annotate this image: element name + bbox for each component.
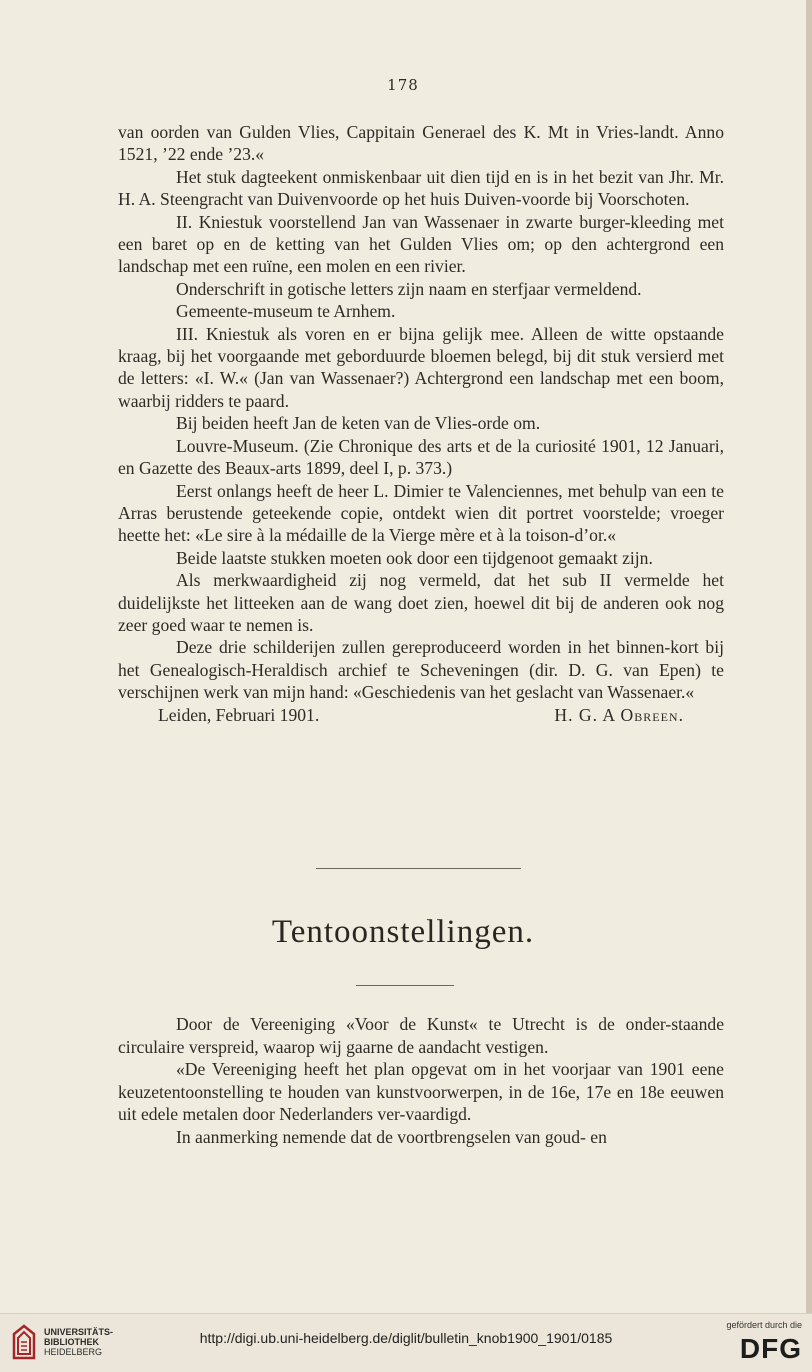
body-text (118, 121, 724, 726)
divider-rule (356, 985, 454, 986)
paragraph: III. Kniestuk als voren en er bijna gelijk mee. Alleen de witte opstaande kraag, bij het voorgaande met geborduurde bloemen belegd, bij dit stuk versierd met de letters: «I. W.« (Jan van Wassenaer?) Achtergrond een landschap met een boom, waarbij ridders te paard. (118, 323, 724, 411)
paragraph: Beide laatste stukken moeten ook door een tijdgenoot gemaakt zijn. (176, 547, 653, 568)
dfg-logo: DFG (739, 1333, 802, 1364)
divider-rule (316, 868, 521, 869)
paragraph: Door de Vereeniging «Voor de Kunst« te Utrecht is de onder-staande circulaire verspreid, waarop wij gaarne de aandacht vestigen. (118, 1014, 724, 1057)
paragraph: Deze drie schilderijen zullen gereproduceerd worden in het binnen-kort bij het Genealogisch-Heraldisch archief te Scheveningen (dir. D. G. van Epen) te verschijnen werk van mijn hand: «Geschiedenis van het geslacht van Wassenaer.« (118, 637, 724, 703)
paragraph: Het stuk dagteekent onmiskenbaar uit dien tijd en is in het bezit van Jhr. Mr. H. A. Steengracht van Duivenvoorde op het huis Duiven-voorde bij Voorschoten. (118, 166, 724, 210)
funding-label: gefördert durch die (726, 1320, 802, 1330)
paragraph: Eerst onlangs heeft de heer L. Dimier te Valenciennes, met behulp van een te Arras berustende geteekende copie, ontdekt wien dit portret voorstelde; vroeger heette het: «Le sire à la médaille de la Vierge mère et à la toison-d’or.« (118, 480, 724, 546)
university-name: UNIVERSITÄTS- BIBLIOTHEK HEIDELBERG (44, 1327, 114, 1357)
paragraph: In aanmerking nemende dat de voortbrengselen van goud- en (176, 1126, 607, 1147)
paragraph: Als merkwaardigheid zij nog vermeld, dat het sub II vermelde het duidelijkste het litteeken aan de wang doet zien, hoewel dit bij de anderen ook nog zeer goed waar te nemen is. (118, 570, 724, 635)
paragraph: Gemeente-museum te Arnhem. (176, 301, 396, 322)
paragraph: Bij beiden heeft Jan de keten van de Vlies-orde om. (176, 413, 541, 434)
paragraph: II. Kniestuk voorstellend Jan van Wassenaer in zwarte burger-kleeding met een baret op en de ketting van het Gulden Vlies om; op den achtergrond een landschap met een ruïne, een molen en een rivier. (118, 211, 724, 277)
paragraph: Onderschrift in gotische letters zijn naam en sterfjaar vermeldend. (176, 278, 642, 299)
page-number: 178 (387, 76, 419, 94)
paragraph: van oorden van Gulden Vlies, Cappitain Generael des K. Mt in Vries-landt. Anno 1521, ’22 ende ’23.« (118, 122, 724, 165)
signature-author: H. G. A Obreen. (554, 704, 684, 725)
page-edge (806, 0, 812, 1313)
paragraph: «De Vereeniging heeft het plan opgevat om in het voorjaar van 1901 eene keuzetentoonstelling te houden van kunstvoorwerpen, in de 16e, 17e en 18e eeuwen uit edele metalen door Nederlanders ver-vaardigd. (118, 1059, 724, 1125)
signature-line (118, 704, 724, 726)
signature-place-date: Leiden, Februari 1901. (158, 704, 320, 725)
paragraph: Louvre-Museum. (Zie Chronique des arts et de la curiosité 1901, 12 Januari, en Gazette des Beaux-arts 1899, deel I, p. 373.) (118, 435, 724, 479)
body-text-continued (118, 1013, 724, 1149)
permalink-url[interactable]: http://digi.ub.uni-heidelberg.de/diglit/bulletin_knob1900_1901/0185 (199, 1330, 613, 1346)
section-title: Tentoonstellingen. (271, 914, 535, 950)
footer-bar (0, 1313, 812, 1372)
